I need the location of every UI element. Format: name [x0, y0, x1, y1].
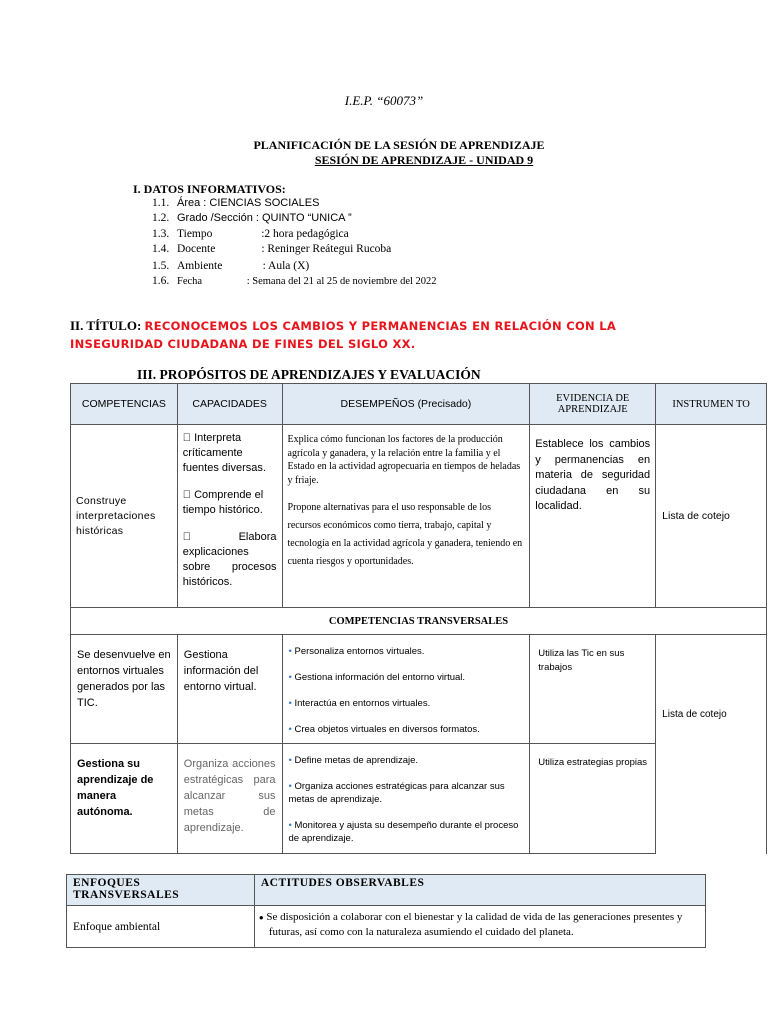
- trans-capacidad-cell: Gestiona información del entorno virtual.: [177, 635, 282, 744]
- actitud-cell: ● Se disposición a colaborar con el bienestar y la calidad de vida de las generaciones presentes y futuras, así como con la naturaleza asumiendo el cuidado del planeta.: [254, 906, 705, 948]
- trans-desempenos-cell: [282, 744, 530, 854]
- school-name: I.E.P. “60073”: [344, 93, 424, 108]
- capacidades-cell: [177, 425, 282, 608]
- datos-heading: I. DATOS INFORMATIVOS:: [133, 182, 286, 196]
- datos-item: 1.2. Grado /Sección : QUINTO “UNICA ”: [152, 212, 352, 224]
- list-item: • Monitorea y ajusta su desempeño durante el proceso de aprendizaje.: [288, 820, 519, 844]
- list-item: • Gestiona información del entorno virtual.: [288, 672, 466, 683]
- evidencia-cell: Establece los cambios y permanencias en materia de seguridad ciudadana en su localidad.: [530, 425, 656, 608]
- propositos-heading: III. PROPÓSITOS DE APRENDIZAJES Y EVALUACIÓN: [137, 367, 481, 382]
- list-item: • Organiza acciones estratégicas para alcanzar sus metas de aprendizaje.: [288, 781, 505, 805]
- trans-evidencia-cell: Utiliza estrategias propias: [530, 744, 656, 854]
- session-subtitle: SESIÓN DE APRENDIZAJE - UNIDAD 9: [314, 153, 534, 167]
- competencia-cell: Construye interpretaciones históricas: [71, 425, 178, 608]
- col-header-competencias: COMPETENCIAS: [71, 384, 178, 425]
- list-item: • Define metas de aprendizaje.: [288, 755, 419, 766]
- transversales-heading-row: [71, 608, 767, 635]
- trans-competencia-cell: Se desenvuelve en entornos virtuales generados por las TIC.: [71, 635, 178, 744]
- datos-item: 1.3. Tiempo :2 hora pedagógica: [152, 228, 349, 240]
- col-header-desempenos: DESEMPEÑOS (Precisado): [282, 384, 530, 425]
- desempeno-text: Propone alternativas para el uso responsable de los recursos económicos como tierra, trabajo, capital y tecnología en la actividad agrícola y ganadera, teniendo en cuenta riesgos y oportunidades.: [287, 502, 523, 567]
- enfoque-cell: Enfoque ambiental: [67, 906, 255, 948]
- trans-desempenos-cell: [282, 635, 530, 744]
- transversales-heading: COMPETENCIAS TRANSVERSALES: [71, 608, 767, 635]
- capacidad-item: Elabora explicaciones sobre procesos históricos.: [182, 531, 277, 588]
- trans-instrumento-cell: Lista de cotejo: [656, 635, 767, 854]
- col-header-evidencia: EVIDENCIA DE APRENDIZAJE: [530, 384, 656, 425]
- col-header-enfoques: ENFOQUES TRANSVERSALES: [67, 875, 255, 906]
- datos-item: 1.4. Docente : Reninger Reátegui Rucoba: [152, 243, 392, 255]
- trans-capacidad-cell: Organiza acciones estratégicas para alcanzar sus metas de aprendizaje.: [177, 744, 282, 854]
- propositos-table: [70, 383, 767, 854]
- session-title: II. TÍTULO: RECONOCEMOS LOS CAMBIOS Y PERMANENCIAS EN RELACIÓN CON LA INSEGURIDAD CIUDADANA DE FINES DEL SIGLO XX.: [70, 318, 617, 351]
- table-row: [71, 425, 767, 608]
- col-header-capacidades: CAPACIDADES: [177, 384, 282, 425]
- trans-competencia-cell: Gestiona su aprendizaje de manera autónoma.: [71, 744, 178, 854]
- capacidad-item: Interpreta críticamente fuentes diversas.: [182, 432, 266, 474]
- table-header-row: [67, 875, 706, 906]
- desempenos-cell: [282, 425, 530, 608]
- enfoques-table: [66, 874, 706, 948]
- list-item: • Crea objetos virtuales en diversos formatos.: [288, 724, 480, 735]
- col-header-actitudes: ACTITUDES OBSERVABLES: [254, 875, 705, 906]
- document-title: PLANIFICACIÓN DE LA SESIÓN DE APRENDIZAJE: [253, 138, 545, 152]
- table-header-row: [71, 384, 767, 425]
- datos-item: 1.5. Ambiente : Aula (X): [152, 260, 310, 272]
- datos-item: 1.1. Área : CIENCIAS SOCIALES: [152, 197, 320, 209]
- trans-evidencia-cell: Utiliza las Tic en sus trabajos: [530, 635, 656, 744]
- list-item: • Personaliza entornos virtuales.: [288, 646, 425, 657]
- desempeno-text: Explica cómo funcionan los factores de la producción agrícola y ganadera, y la relación entre la familia y el Estado en la actividad agropecuaria en tiempos de heladas y friaje.: [287, 434, 521, 486]
- capacidad-item: Comprende el tiempo histórico.: [182, 489, 263, 516]
- datos-item: 1.6. Fecha : Semana del 21 al 25 de noviembre del 2022: [152, 275, 437, 287]
- table-row: [71, 635, 767, 744]
- list-item: • Interactúa en entornos virtuales.: [288, 698, 431, 709]
- table-row: [67, 906, 706, 948]
- instrumento-cell: Lista de cotejo: [656, 425, 767, 608]
- col-header-instrumento: INSTRUMEN TO: [656, 384, 767, 425]
